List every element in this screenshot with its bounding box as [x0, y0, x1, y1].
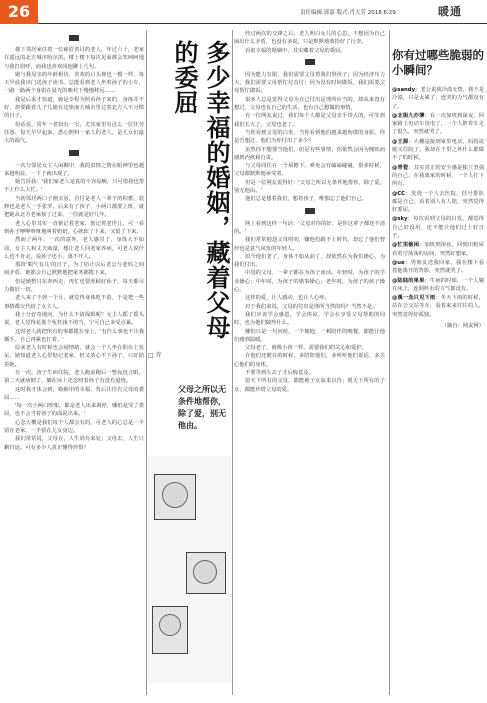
- sidebar-entry: [392, 112, 484, 137]
- paragraph: 不要等到失去了才后悔莫及。: [245, 369, 314, 376]
- sidebar-title: 你有过哪些脆弱的小瞬间？: [392, 48, 484, 77]
- entry-text: ：其实真正的安全感是独立坚强的自己，在我离家的时候，一个人扛下所有。: [392, 164, 484, 188]
- article-byline: □ 卉: [148, 352, 162, 359]
- paragraph: 原来老人有时候也会闹情绪，就会一个人坐在阳台上发呆，她知道老人心里惦记老家，但又放心不下孙子，只好陪着她。: [4, 345, 144, 368]
- paragraph: 因为能力有限，我们需要父母帮我们带孩子；因为经济压力大，我们需要父母帮忙付首付；因为没有时间做饭，我们需要父母帮忙做饭。: [234, 71, 385, 95]
- paragraph: 对于我们来说，父母的付出是理所当然的吗？当然不是。: [245, 303, 378, 310]
- column-divider: [389, 30, 390, 695]
- section-marker-block: [69, 35, 79, 41]
- paragraph: 当初邻居两口子刚买房，首付是老人一辈子的积蓄，装修也是老人一手张罗，后来有了孩子，小两口都要上班，就把她从北方老家接了过来，一住就是好几年。: [4, 195, 144, 219]
- article-column-1: [4, 30, 144, 452]
- paragraph: 心念大概是我们每个人都会有的，可老人的心总是一半留在老家，一半留在儿女身边。: [4, 419, 144, 435]
- paragraph: 老人心里其实一直惦记着老家，惦记着老伴儿，可一看到孙子咿咿呀呀地叫着奶奶，心就软了下来，又留了下来。: [4, 220, 144, 235]
- section-marker: [234, 207, 385, 217]
- paragraph: 当你看到父母的白发，当你看到他们越来越佝偻的身影，你是否想过，他们为你付出了多少？: [234, 129, 385, 145]
- paragraph: 这时我才体会到，婚姻中的幸福，背后往往有父母的委屈……: [4, 386, 144, 401]
- paragraph: 这样的爱，让人感动，也让人心疼。: [245, 295, 330, 302]
- sidebar-source: （摘自：网友网）: [441, 323, 484, 330]
- section-marker: [234, 58, 385, 68]
- section-marker-block: [305, 208, 315, 214]
- entry-username: @sandy: [392, 87, 416, 93]
- paragraph: 有一次，孩子生病住院，老人跑前跑后一整夜没合眼，第二天就病倒了，躺在床上还念叨着孙子有没有退烧。: [4, 369, 144, 385]
- entry-text: ：有一次加班到深夜，回家路上电动车没电了，一个人推着车走了很久，突然就哭了。: [392, 112, 484, 136]
- paragraph: 父母老了，就像小孩一样，需要我们的关心和爱护。: [245, 345, 367, 352]
- column-divider: [146, 30, 147, 695]
- paragraph: 俗话说，常年一老如有一宝，尤其家里有这么一位任劳任怨、每天早早起来、悉心照料一家人的老人，是儿女们最大的福气。: [4, 121, 144, 145]
- paragraph: 她告诉我：'我们家老人是真的不容易啊，只可惜我也帮不上什么大忙。': [4, 179, 144, 194]
- paragraph: 很多人总是觉得父母为自己付出是理所应当的，却从来没有想过，父母也有自己的生活，也有自己想做的事情。: [234, 96, 385, 112]
- illustration-face-2: [193, 560, 217, 584]
- paragraph: 有一位网友说过，我们每个人都是父母亲手带大的，可等到我们长大了，父母也老了。: [234, 113, 385, 128]
- paragraph: 那段'喘气有儿'的日子，为了防止以后老公与老妈之间闹矛盾，她都会自己默默地把家务都揽下来。: [4, 262, 144, 277]
- entry-text: ：大概是接到家里电话，妈妈说她又住院了，我却在千里之外什么都做不了的时候。: [392, 138, 484, 162]
- illustration: [148, 456, 231, 682]
- entry-username: @sky: [392, 216, 408, 223]
- entry-text: ：每次看到父母的白发，都觉得自己好没用，还不能让他们过上好日子。: [392, 216, 484, 240]
- article-column-3: [234, 30, 385, 394]
- sidebar-entry: [392, 241, 484, 258]
- entry-username: @CC: [392, 190, 406, 197]
- paragraph: 楼下邻居家住着一位慈眉善目的老人，年过六十，老家在遥远的北方城市哈尔滨。楼上楼下每次见面都会笑呵呵地与我打招呼，而我也喜欢同他聊上几句。: [4, 47, 144, 70]
- entry-username: @ue: [392, 259, 405, 266]
- section-marker-block: [69, 150, 79, 156]
- entry-username: @王源: [392, 138, 409, 145]
- entry-username: @青瓷: [392, 164, 409, 171]
- paragraph: 在他们还健在的时候，多陪陪他们，多听听他们说话，多关心他们的身体。: [234, 353, 385, 368]
- paragraph: 我们应该学会感恩，学会体谅，学会在享受父母帮助的同时，也为他们做些什么。: [234, 311, 385, 327]
- entry-text: ：男朋友送我回家，我在楼下看着他离开的背影，突然就哭了。: [392, 259, 484, 275]
- sidebar-entry: [392, 164, 484, 189]
- pull-quote: 父母之所以无条件地帮你，除了爱，别无他由。: [178, 384, 226, 430]
- section-marker: [4, 33, 144, 43]
- section-marker-block: [305, 59, 315, 65]
- paragraph: 她与我母亲的年龄相仿，喜欢的口头禅也一模一样，每天早晨我出门送孩子读书，总能看到老人坐着孙子的小车，一路一路两个身影在晨光的映衬下慢慢移远……: [4, 71, 144, 95]
- paragraph: 我十分好奇地问，为什么不请保姆呢？女主人摇了摇头说，老人觉得花那个冤枉钱不值当，宁可自己多受点累。: [4, 311, 144, 327]
- sidebar-entry: [392, 277, 484, 294]
- paragraph: 然而了两年，一次的意外，老人感冒了，身体大不如前，女主人和丈夫商量，想让老人回老家养病，可老人说什么也不肯走，说孙子还小，离不开人。: [4, 237, 144, 260]
- sidebar-entry: [392, 138, 484, 163]
- section-name: 暖通: [438, 5, 462, 18]
- paragraph: 中国的父母，一辈子都在为孩子而活。年轻时，为孩子的学业操心；中年时，为孩子的婚事操心；老年时，为孩子的孩子操心。: [234, 270, 385, 294]
- entry-username: @陆陆的果果: [392, 277, 425, 284]
- page-header: [0, 0, 487, 24]
- sidebar-entry: [392, 190, 484, 215]
- paragraph: 经过两次的交锋之后，老人明白女儿的心思，不想因为自己闹出什么矛盾，也没有多说，只是默默地收拾好了行李。: [234, 31, 385, 46]
- entry-username: @北街九亦薄: [392, 112, 425, 119]
- entry-text: ：冬天下雨的时候，站在公交站等车，看着来来往往的人，突然觉得好孤独。: [392, 295, 484, 318]
- illustration-face-3: [159, 614, 181, 636]
- paragraph: 他们总是想着我们，想着孩子，唯独忘了他们自己。: [245, 196, 367, 203]
- paragraph: 虽然你不想要当他们，但是有些事情，你依然会因为愧疚而感到内疚和自责。: [234, 146, 385, 161]
- sidebar-entry: [392, 86, 484, 111]
- paragraph: 但是她整日东奔西走，再忙也要照顾好孙子，每天都尽力做好一切。: [4, 278, 144, 294]
- header-meta: 责任编辑:郭嘉 版式:肖大芳 2018.6.29: [300, 10, 396, 16]
- sidebar-entry: [392, 259, 484, 276]
- paragraph: 老人来了不到一个月，就觉得身体吃不消，于是把一些事情都交代给了女主人。: [4, 295, 144, 310]
- sidebar-column: [392, 30, 484, 329]
- column-divider: [232, 30, 233, 695]
- sidebar-entries: [392, 86, 484, 319]
- paragraph: 哪怕只是一句问候，一个拥抱，一顿陪伴的晚餐，都能让他们感到温暖。: [234, 328, 385, 343]
- paragraph: 我们常常抱怨父母唠叨，嫌他们跟不上时代，却忘了他们曾经也是意气风发的年轻人。: [234, 237, 385, 252]
- article-title: 多少幸福的婚姻，藏着父母的委屈: [170, 40, 231, 340]
- paragraph: 这时老人就把所有的事都揽在身上，'有什么事也不让我插手，自己再累也扛着。': [4, 328, 144, 343]
- paragraph: 愿天下所有的父母，都能被子女温柔以待；愿天下所有的子女，都能珍惜父母的爱。: [234, 378, 385, 393]
- entry-text: ：发烧一个人去医院，挂号排队都是自己，看着别人有人陪，突然觉得好委屈。: [392, 190, 484, 214]
- paragraph: 我们常常说，父母在，人生尚有来处；父母去，人生只剩归途。可有多少人真正懂得珍惜？: [4, 436, 144, 451]
- paragraph: 与父母同住在一个屋檐下，难免会有磕磕碰碰，很多时候，父母都默默地承受着。: [234, 163, 385, 178]
- article-title-block: [148, 40, 231, 340]
- paragraph: 一次与邻居女主人闲聊中，我的表情之情在眼神里也越来越明显，一下子就出现了。: [4, 162, 144, 177]
- page-number: 26: [0, 0, 38, 24]
- entry-text: ：老公说我冷漠无情，我不是冷漠，只是太累了，连哭的力气都没有了。: [392, 87, 484, 110]
- paragraph: 如今他们老了，身体不如从前了，却依然在为我们操心，为我们付出。: [234, 253, 385, 269]
- entry-username: @溪一念只见下雨: [392, 295, 436, 302]
- illustration-face-1: [162, 482, 188, 508]
- paragraph: 看似幸福的婚姻中，其实藏着父母的委屈。: [245, 47, 346, 54]
- sidebar-entry: [392, 294, 484, 319]
- section-marker: [4, 149, 144, 159]
- sidebar-entry: [392, 215, 484, 240]
- entry-username: @忙里偷闲: [392, 242, 420, 249]
- paragraph: 我是后来才知道，她是专程为照看孙子来的，身体并不好，却要跟着儿子儿媳在这座南方城市里过着北方人不习惯的日子。: [4, 96, 144, 120]
- paragraph: 但是一位网友说得好：'父母之所以无条件地帮你，除了爱，别无他由。': [234, 179, 385, 195]
- entry-text: ：生病的时候，一个人躺在床上，连倒杯水的力气都没有。: [392, 277, 484, 292]
- paragraph: '每一次小两口吵架，都是老人出来调停，哪怕是受了委屈，也不会当着孩子的面说出来。': [4, 403, 144, 418]
- paragraph: 网上看到这样一句话：'父母对你的好，是你这辈子都还不清的。': [234, 220, 385, 235]
- entry-text: ：加班到深夜，回到出租屋看着空荡荡的房间，突然好想家。: [392, 242, 484, 257]
